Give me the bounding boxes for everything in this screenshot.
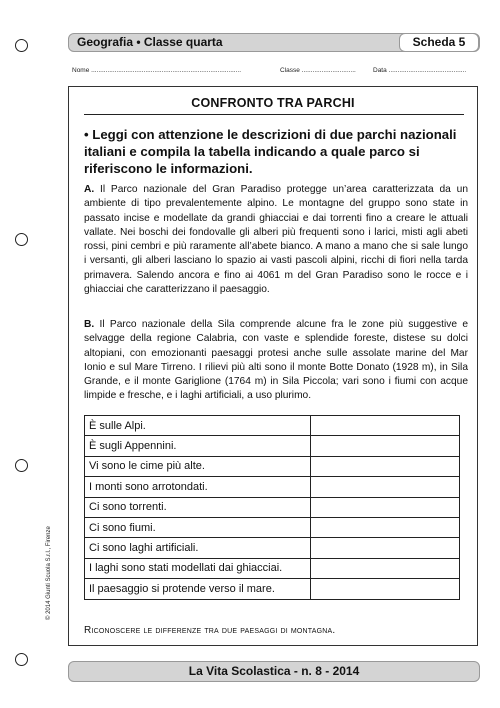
binder-hole xyxy=(15,39,28,52)
paragraph-b-label: B. xyxy=(84,319,95,330)
footer-bar: La Vita Scolastica - n. 8 - 2014 xyxy=(68,661,480,682)
paragraph-a-text: Il Parco nazionale del Gran Paradiso protegge un’area caratterizzata da un ambiente di tipo prevalentemente alpino. Le montagne del gruppo sono state in passato incise e modellate da grandi ghiacciai e dai torrenti fino a creare le attuali vallate. Nei boschi dei fondovalle gli alberi più frequenti sono i larici, misti agli abeti rossi, pini cembri e più raramente all’abete bianco. A mano a mano che si sale lungo i versanti, gli alberi lasciano lo spazio ai vasti pascoli alpini, ricchi di fiori nella tarda primavera. Salendo ancora e fino ai 4061 m del Gran Paradiso sono le rocce e i ghiacciai che caratterizzano il paesaggio. xyxy=(84,184,468,296)
row-statement: I laghi sono stati modellati dai ghiacciai. xyxy=(85,558,311,578)
table-row xyxy=(85,456,460,476)
binder-hole xyxy=(15,653,28,666)
table-row xyxy=(85,436,460,456)
table-row xyxy=(85,579,460,599)
table-row xyxy=(85,517,460,537)
table-row xyxy=(85,558,460,578)
table-row xyxy=(85,477,460,497)
row-statement: Ci sono torrenti. xyxy=(85,497,311,517)
class-field[interactable]: Classe .............................. xyxy=(280,67,356,74)
binder-hole xyxy=(15,233,28,246)
row-statement: Vi sono le cime più alte. xyxy=(85,456,311,476)
table-row xyxy=(85,497,460,517)
answer-cell[interactable] xyxy=(311,456,460,476)
row-statement: È sugli Appennini. xyxy=(85,436,311,456)
paragraph-b xyxy=(84,318,468,404)
row-statement: Il paesaggio si protende verso il mare. xyxy=(85,579,311,599)
answer-cell[interactable] xyxy=(311,436,460,456)
header-bar xyxy=(68,33,480,52)
copyright-notice: © 2014 Giunti Scuola S.r.l., Firenze xyxy=(46,526,52,620)
page-title: CONFRONTO TRA PARCHI xyxy=(191,96,355,110)
paragraph-b-text: Il Parco nazionale della Sila comprende alcune fra le zone più suggestive e selvagge della regione Calabria, con vaste e splendide foreste, distese su dolci altopiani, con emozionanti paesaggi protesi anche sulle assolate marine del Mar Ionio e sul Mare Tirreno. I rilievi più alti sono il monte Botte Donato (1928 m), in Sila Grande, e il monte Gariglione (1764 m) in Sila Piccola; vari sono i fiumi con acque limpide e fresche, e i laghi artificiali, a uso plurimo. xyxy=(84,319,468,402)
answer-cell[interactable] xyxy=(311,497,460,517)
date-field[interactable]: Data ........................................... xyxy=(373,67,467,74)
answer-cell[interactable] xyxy=(311,579,460,599)
skill-objective: Riconoscere le differenze tra due paesaggi di montagna. xyxy=(84,625,336,636)
row-statement: Ci sono fiumi. xyxy=(85,517,311,537)
answer-cell[interactable] xyxy=(311,558,460,578)
paragraph-a-label: A. xyxy=(84,184,95,195)
table-row xyxy=(85,538,460,558)
row-statement: I monti sono arrotondati. xyxy=(85,477,311,497)
name-field[interactable]: Nome ................................................................................... xyxy=(72,67,242,74)
subject-label: Geografia • Classe quarta xyxy=(77,35,223,49)
answer-cell[interactable] xyxy=(311,477,460,497)
title-divider xyxy=(84,114,464,115)
comparison-table xyxy=(84,415,460,600)
paragraph-a xyxy=(84,183,468,297)
answer-cell[interactable] xyxy=(311,538,460,558)
sheet-number: Scheda 5 xyxy=(399,33,479,52)
binder-hole xyxy=(15,459,28,472)
answer-cell[interactable] xyxy=(311,517,460,537)
row-statement: È sulle Alpi. xyxy=(85,416,311,436)
table-row xyxy=(85,416,460,436)
answer-cell[interactable] xyxy=(311,416,460,436)
instruction-text: • Leggi con attenzione le descrizioni di due parchi nazionali italiani e compila la tabella indicando a quale parco si riferiscono le informazioni. xyxy=(84,127,457,176)
row-statement: Ci sono laghi artificiali. xyxy=(85,538,311,558)
